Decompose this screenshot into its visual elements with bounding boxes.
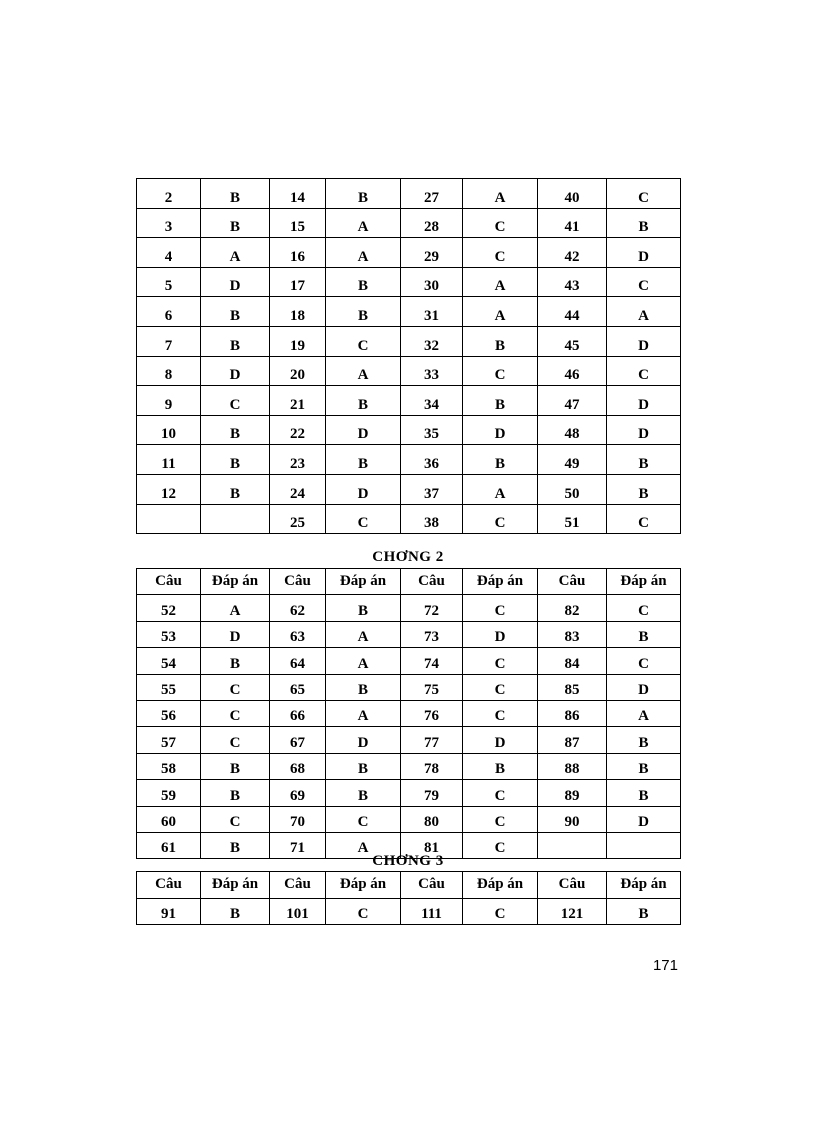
answer-cell: A xyxy=(463,267,538,297)
table-row xyxy=(137,898,681,925)
answer-cell: C xyxy=(607,356,681,386)
table-row xyxy=(137,267,681,297)
answer-cell: C xyxy=(607,648,681,674)
question-number-cell: 54 xyxy=(137,648,201,674)
question-number-cell: 60 xyxy=(137,806,201,832)
answer-table-chapter-2 xyxy=(136,568,681,859)
table-row xyxy=(137,356,681,386)
answer-cell: D xyxy=(607,806,681,832)
answer-cell: B xyxy=(201,445,270,475)
question-number-cell: 35 xyxy=(401,415,463,445)
answer-cell: A xyxy=(201,238,270,268)
question-number-cell: 76 xyxy=(401,700,463,726)
answer-cell: B xyxy=(326,297,401,327)
answer-cell: C xyxy=(201,727,270,753)
question-number-cell: 16 xyxy=(270,238,326,268)
header-cell: Câu xyxy=(270,872,326,899)
question-number-cell: 29 xyxy=(401,238,463,268)
question-number-cell: 59 xyxy=(137,780,201,806)
question-number-cell: 7 xyxy=(137,326,201,356)
question-number-cell: 49 xyxy=(538,445,607,475)
question-number-cell: 74 xyxy=(401,648,463,674)
question-number-cell: 51 xyxy=(538,504,607,534)
question-number-cell: 89 xyxy=(538,780,607,806)
question-number-cell: 50 xyxy=(538,474,607,504)
question-number-cell: 48 xyxy=(538,415,607,445)
question-number-cell: 63 xyxy=(270,621,326,647)
answer-cell: B xyxy=(463,445,538,475)
answer-cell: A xyxy=(201,595,270,621)
question-number-cell: 87 xyxy=(538,727,607,753)
table-row xyxy=(137,445,681,475)
table-row xyxy=(137,753,681,779)
question-number-cell: 38 xyxy=(401,504,463,534)
question-number-cell: 21 xyxy=(270,386,326,416)
answer-cell: C xyxy=(326,504,401,534)
answer-cell: C xyxy=(326,806,401,832)
question-number-cell: 67 xyxy=(270,727,326,753)
table-row xyxy=(137,297,681,327)
answer-cell: A xyxy=(463,474,538,504)
question-number-cell: 22 xyxy=(270,415,326,445)
answer-cell: A xyxy=(463,297,538,327)
header-cell: Đáp án xyxy=(607,569,681,595)
question-number-cell: 11 xyxy=(137,445,201,475)
question-number-cell: 79 xyxy=(401,780,463,806)
answer-cell: B xyxy=(326,595,401,621)
question-number-cell: 23 xyxy=(270,445,326,475)
question-number-cell: 34 xyxy=(401,386,463,416)
header-cell: Câu xyxy=(401,569,463,595)
question-number-cell: 70 xyxy=(270,806,326,832)
question-number-cell: 27 xyxy=(401,179,463,209)
question-number-cell: 66 xyxy=(270,700,326,726)
question-number-cell: 83 xyxy=(538,621,607,647)
question-number-cell: 85 xyxy=(538,674,607,700)
question-number-cell: 6 xyxy=(137,297,201,327)
answer-cell: D xyxy=(326,474,401,504)
answer-cell: B xyxy=(326,179,401,209)
question-number-cell: 75 xyxy=(401,674,463,700)
answer-cell: D xyxy=(201,267,270,297)
answer-cell: A xyxy=(326,648,401,674)
answer-cell: A xyxy=(607,297,681,327)
answer-cell: C xyxy=(463,898,538,925)
question-number-cell: 121 xyxy=(538,898,607,925)
answer-cell: C xyxy=(326,898,401,925)
question-number-cell: 43 xyxy=(538,267,607,297)
answer-cell: C xyxy=(463,356,538,386)
answer-cell: B xyxy=(326,753,401,779)
question-number-cell: 72 xyxy=(401,595,463,621)
question-number-cell: 24 xyxy=(270,474,326,504)
answer-cell: D xyxy=(326,727,401,753)
question-number-cell: 55 xyxy=(137,674,201,700)
answer-cell: D xyxy=(607,674,681,700)
question-number-cell: 45 xyxy=(538,326,607,356)
table-row xyxy=(137,504,681,534)
answer-cell: B xyxy=(201,179,270,209)
question-number-cell xyxy=(137,504,201,534)
question-number-cell: 86 xyxy=(538,700,607,726)
question-number-cell: 44 xyxy=(538,297,607,327)
answer-cell: D xyxy=(607,326,681,356)
header-cell: Câu xyxy=(137,872,201,899)
answer-cell: A xyxy=(326,621,401,647)
table-row xyxy=(137,179,681,209)
answer-cell: B xyxy=(326,267,401,297)
answer-cell: B xyxy=(201,832,270,858)
question-number-cell: 20 xyxy=(270,356,326,386)
table-row xyxy=(137,806,681,832)
answer-cell: D xyxy=(463,727,538,753)
question-number-cell: 71 xyxy=(270,832,326,858)
question-number-cell: 41 xyxy=(538,208,607,238)
answer-cell: C xyxy=(607,267,681,297)
question-number-cell: 32 xyxy=(401,326,463,356)
answer-cell: C xyxy=(607,179,681,209)
question-number-cell: 62 xyxy=(270,595,326,621)
answer-cell: D xyxy=(607,386,681,416)
answer-cell: B xyxy=(201,898,270,925)
question-number-cell: 82 xyxy=(538,595,607,621)
header-cell: Đáp án xyxy=(607,872,681,899)
table-row xyxy=(137,386,681,416)
answer-cell: D xyxy=(607,415,681,445)
question-number-cell: 73 xyxy=(401,621,463,647)
question-number-cell: 37 xyxy=(401,474,463,504)
answer-cell: C xyxy=(607,504,681,534)
answer-cell: B xyxy=(201,648,270,674)
table-row xyxy=(137,595,681,621)
answer-cell: B xyxy=(607,780,681,806)
table-row xyxy=(137,474,681,504)
answer-cell: B xyxy=(607,898,681,925)
answer-cell: B xyxy=(326,674,401,700)
question-number-cell: 3 xyxy=(137,208,201,238)
answer-cell: B xyxy=(607,208,681,238)
answer-cell xyxy=(201,504,270,534)
answer-cell: B xyxy=(607,621,681,647)
question-number-cell: 5 xyxy=(137,267,201,297)
question-number-cell: 101 xyxy=(270,898,326,925)
question-number-cell: 18 xyxy=(270,297,326,327)
question-number-cell: 8 xyxy=(137,356,201,386)
header-cell: Câu xyxy=(137,569,201,595)
answer-cell: C xyxy=(463,595,538,621)
answer-cell: B xyxy=(607,753,681,779)
answer-cell: A xyxy=(326,238,401,268)
answer-cell: C xyxy=(463,238,538,268)
question-number-cell: 9 xyxy=(137,386,201,416)
question-number-cell: 42 xyxy=(538,238,607,268)
answer-cell: C xyxy=(463,806,538,832)
question-number-cell: 19 xyxy=(270,326,326,356)
header-row xyxy=(137,569,681,595)
question-number-cell: 80 xyxy=(401,806,463,832)
header-cell: Đáp án xyxy=(326,872,401,899)
table-row xyxy=(137,674,681,700)
answer-cell: D xyxy=(463,621,538,647)
answer-cell: D xyxy=(201,621,270,647)
answer-cell: C xyxy=(201,674,270,700)
question-number-cell: 25 xyxy=(270,504,326,534)
answer-cell: D xyxy=(463,415,538,445)
answer-table-chapter-3 xyxy=(136,871,681,925)
answer-cell: A xyxy=(463,179,538,209)
question-number-cell: 84 xyxy=(538,648,607,674)
question-number-cell: 58 xyxy=(137,753,201,779)
answer-cell: A xyxy=(607,700,681,726)
answer-cell: D xyxy=(607,238,681,268)
answer-cell: D xyxy=(201,356,270,386)
answer-cell: B xyxy=(326,445,401,475)
answer-cell: C xyxy=(607,595,681,621)
header-cell: Đáp án xyxy=(463,872,538,899)
question-number-cell: 91 xyxy=(137,898,201,925)
answer-cell: B xyxy=(201,780,270,806)
question-number-cell: 65 xyxy=(270,674,326,700)
answer-cell: B xyxy=(463,386,538,416)
question-number-cell: 12 xyxy=(137,474,201,504)
page-number: 171 xyxy=(652,957,678,974)
table-row xyxy=(137,700,681,726)
answer-cell: C xyxy=(463,648,538,674)
question-number-cell: 68 xyxy=(270,753,326,779)
table-row xyxy=(137,238,681,268)
header-cell: Đáp án xyxy=(201,569,270,595)
header-cell: Câu xyxy=(401,872,463,899)
header-cell: Đáp án xyxy=(201,872,270,899)
answer-cell: C xyxy=(463,832,538,858)
question-number-cell: 17 xyxy=(270,267,326,297)
question-number-cell: 15 xyxy=(270,208,326,238)
answer-cell: B xyxy=(607,445,681,475)
table-row xyxy=(137,727,681,753)
answer-cell: B xyxy=(201,474,270,504)
question-number-cell: 111 xyxy=(401,898,463,925)
header-cell: Đáp án xyxy=(326,569,401,595)
question-number-cell: 56 xyxy=(137,700,201,726)
question-number-cell: 77 xyxy=(401,727,463,753)
answer-cell: C xyxy=(326,326,401,356)
answer-cell: C xyxy=(463,700,538,726)
answer-cell: B xyxy=(201,415,270,445)
answer-cell: A xyxy=(326,700,401,726)
answer-cell: B xyxy=(326,386,401,416)
question-number-cell: 61 xyxy=(137,832,201,858)
answer-cell: B xyxy=(607,474,681,504)
answer-table-chapter-1 xyxy=(136,178,681,534)
question-number-cell: 33 xyxy=(401,356,463,386)
answer-cell: A xyxy=(326,832,401,858)
question-number-cell: 78 xyxy=(401,753,463,779)
answer-cell: B xyxy=(463,753,538,779)
table-row xyxy=(137,415,681,445)
answer-cell: A xyxy=(326,208,401,238)
answer-cell: B xyxy=(201,753,270,779)
answer-cell: C xyxy=(201,806,270,832)
header-row xyxy=(137,872,681,899)
question-number-cell: 88 xyxy=(538,753,607,779)
question-number-cell: 64 xyxy=(270,648,326,674)
answer-cell: C xyxy=(463,674,538,700)
question-number-cell: 2 xyxy=(137,179,201,209)
chapter-3-title: CHƠNG 3 xyxy=(372,853,444,869)
question-number-cell: 53 xyxy=(137,621,201,647)
question-number-cell: 30 xyxy=(401,267,463,297)
table-row xyxy=(137,780,681,806)
question-number-cell: 52 xyxy=(137,595,201,621)
table-row xyxy=(137,648,681,674)
question-number-cell: 4 xyxy=(137,238,201,268)
answer-cell: B xyxy=(201,326,270,356)
question-number-cell: 36 xyxy=(401,445,463,475)
header-cell: Câu xyxy=(270,569,326,595)
question-number-cell: 47 xyxy=(538,386,607,416)
question-number-cell: 57 xyxy=(137,727,201,753)
question-number-cell: 69 xyxy=(270,780,326,806)
answer-cell: B xyxy=(326,780,401,806)
answer-cell: B xyxy=(201,208,270,238)
table-row xyxy=(137,208,681,238)
question-number-cell: 14 xyxy=(270,179,326,209)
question-number-cell: 28 xyxy=(401,208,463,238)
answer-cell: C xyxy=(463,208,538,238)
answer-cell: B xyxy=(607,727,681,753)
question-number-cell: 40 xyxy=(538,179,607,209)
answer-cell: A xyxy=(326,356,401,386)
answer-cell: C xyxy=(201,700,270,726)
header-cell: Câu xyxy=(538,569,607,595)
question-number-cell: 90 xyxy=(538,806,607,832)
header-cell: Câu xyxy=(538,872,607,899)
question-number-cell: 81 xyxy=(401,832,463,858)
answer-cell: B xyxy=(201,297,270,327)
answer-cell: D xyxy=(326,415,401,445)
chapter-2-title: CHƠNG 2 xyxy=(372,549,444,565)
answer-cell: C xyxy=(463,504,538,534)
answer-cell: B xyxy=(463,326,538,356)
table-row xyxy=(137,621,681,647)
question-number-cell: 46 xyxy=(538,356,607,386)
answer-cell: C xyxy=(201,386,270,416)
answer-cell: C xyxy=(463,780,538,806)
question-number-cell: 31 xyxy=(401,297,463,327)
question-number-cell: 10 xyxy=(137,415,201,445)
header-cell: Đáp án xyxy=(463,569,538,595)
table-row xyxy=(137,326,681,356)
